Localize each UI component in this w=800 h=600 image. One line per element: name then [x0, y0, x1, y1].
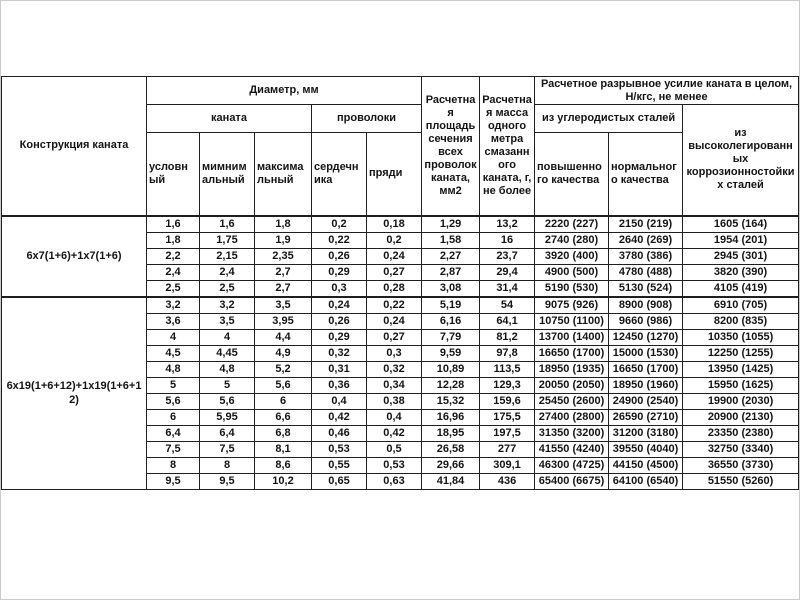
header-carbon-steel: из углеродистых сталей [535, 105, 683, 133]
table-cell: 1,9 [255, 232, 312, 248]
table-cell: 5,6 [200, 393, 255, 409]
table-cell: 5190 (530) [535, 280, 609, 297]
table-cell: 81,2 [480, 329, 535, 345]
table-cell: 29,66 [422, 457, 480, 473]
table-cell: 4780 (488) [609, 264, 683, 280]
table-cell: 3,95 [255, 313, 312, 329]
table-cell: 2,2 [147, 248, 200, 264]
table-cell: 1,29 [422, 216, 480, 233]
table-cell: 129,3 [480, 377, 535, 393]
table-cell: 277 [480, 441, 535, 457]
table-cell: 44150 (4500) [609, 457, 683, 473]
table-cell: 3820 (390) [683, 264, 799, 280]
header-construction: Конструкция каната [2, 77, 147, 216]
table-cell: 4 [147, 329, 200, 345]
table-cell: 4900 (500) [535, 264, 609, 280]
table-cell: 7,5 [200, 441, 255, 457]
table-cell: 2,4 [200, 264, 255, 280]
table-cell: 4,8 [147, 361, 200, 377]
table-cell: 64100 (6540) [609, 473, 683, 489]
table-cell: 2,27 [422, 248, 480, 264]
table-cell: 18,95 [422, 425, 480, 441]
header-area: Расчетная площадь сечения всех проволок каната, мм2 [422, 77, 480, 216]
table-cell: 4,45 [200, 345, 255, 361]
table-cell: 436 [480, 473, 535, 489]
table-cell: 113,5 [480, 361, 535, 377]
table-cell: 0,46 [312, 425, 367, 441]
table-cell: 1954 (201) [683, 232, 799, 248]
table-cell: 8,6 [255, 457, 312, 473]
table-cell: 0,26 [312, 313, 367, 329]
table-cell: 13,2 [480, 216, 535, 233]
table-cell: 9,5 [200, 473, 255, 489]
table-cell: 16650 (1700) [609, 361, 683, 377]
table-cell: 6 [147, 409, 200, 425]
table-cell: 9,5 [147, 473, 200, 489]
table-cell: 26590 (2710) [609, 409, 683, 425]
table-cell: 0,53 [312, 441, 367, 457]
table-cell: 36550 (3730) [683, 457, 799, 473]
table-cell: 0,32 [312, 345, 367, 361]
table-cell: 2,5 [147, 280, 200, 297]
table-cell: 3920 (400) [535, 248, 609, 264]
table-cell: 6 [255, 393, 312, 409]
table-cell: 0,2 [312, 216, 367, 233]
table-cell: 8 [200, 457, 255, 473]
table-cell: 16,96 [422, 409, 480, 425]
header-nominal: условный [147, 133, 200, 216]
table-cell: 0,65 [312, 473, 367, 489]
table-cell: 25450 (2600) [535, 393, 609, 409]
table-cell: 5,6 [147, 393, 200, 409]
table-cell: 7,5 [147, 441, 200, 457]
table-cell: 20050 (2050) [535, 377, 609, 393]
table-cell: 0,22 [367, 297, 422, 314]
header-core: сердечника [312, 133, 367, 216]
table-cell: 6,6 [255, 409, 312, 425]
table-cell: 18950 (1935) [535, 361, 609, 377]
table-cell: 51550 (5260) [683, 473, 799, 489]
table-cell: 12250 (1255) [683, 345, 799, 361]
table-row [2, 297, 799, 314]
table-cell: 3,5 [255, 297, 312, 314]
table-cell: 2945 (301) [683, 248, 799, 264]
table-cell: 0,24 [367, 313, 422, 329]
table-cell: 4,5 [147, 345, 200, 361]
table-cell: 0,27 [367, 264, 422, 280]
table-cell: 12,28 [422, 377, 480, 393]
table-cell: 2,87 [422, 264, 480, 280]
table-cell: 19900 (2030) [683, 393, 799, 409]
header-minimal: мимнимальный [200, 133, 255, 216]
table-cell: 6,4 [200, 425, 255, 441]
table-cell: 0,32 [367, 361, 422, 377]
table-cell: 10350 (1055) [683, 329, 799, 345]
table-cell: 23,7 [480, 248, 535, 264]
table-cell: 1,8 [255, 216, 312, 233]
table-cell: 3,2 [147, 297, 200, 314]
table-cell: 97,8 [480, 345, 535, 361]
table-cell: 1,58 [422, 232, 480, 248]
table-cell: 7,79 [422, 329, 480, 345]
header-maximal: максимальный [255, 133, 312, 216]
table-cell: 5130 (524) [609, 280, 683, 297]
table-cell: 31350 (3200) [535, 425, 609, 441]
header-wire: проволоки [312, 105, 422, 133]
table-cell: 0,55 [312, 457, 367, 473]
table-cell: 41550 (4240) [535, 441, 609, 457]
table-cell: 27400 (2800) [535, 409, 609, 425]
header-premium-quality: повышенного качества [535, 133, 609, 216]
table-cell: 65400 (6675) [535, 473, 609, 489]
table-cell: 31,4 [480, 280, 535, 297]
table-cell: 0,38 [367, 393, 422, 409]
table-cell: 0,3 [312, 280, 367, 297]
table-cell: 2,35 [255, 248, 312, 264]
table-cell: 197,5 [480, 425, 535, 441]
table-cell: 10750 (1100) [535, 313, 609, 329]
table-cell: 8900 (908) [609, 297, 683, 314]
table-cell: 2,5 [200, 280, 255, 297]
table-cell: 2,15 [200, 248, 255, 264]
table-cell: 31200 (3180) [609, 425, 683, 441]
table-cell: 8,1 [255, 441, 312, 457]
table-cell: 0,22 [312, 232, 367, 248]
table-cell: 39550 (4040) [609, 441, 683, 457]
table-cell: 8200 (835) [683, 313, 799, 329]
rope-construction-label: 6x7(1+6)+1x7(1+6) [2, 216, 147, 297]
table-cell: 4105 (419) [683, 280, 799, 297]
table-cell: 18950 (1960) [609, 377, 683, 393]
table-cell: 13950 (1425) [683, 361, 799, 377]
table-cell: 15950 (1625) [683, 377, 799, 393]
header-normal-quality: нормального качества [609, 133, 683, 216]
table-cell: 0,27 [367, 329, 422, 345]
table-cell: 23350 (2380) [683, 425, 799, 441]
table-cell: 1,75 [200, 232, 255, 248]
table-header [2, 77, 799, 216]
rope-spec-table [1, 76, 799, 490]
table-cell: 2740 (280) [535, 232, 609, 248]
table-cell: 20900 (2130) [683, 409, 799, 425]
table-cell: 3,6 [147, 313, 200, 329]
table-cell: 0,36 [312, 377, 367, 393]
table-cell: 54 [480, 297, 535, 314]
table-cell: 0,63 [367, 473, 422, 489]
table-cell: 5,6 [255, 377, 312, 393]
table-cell: 12450 (1270) [609, 329, 683, 345]
table-cell: 6,8 [255, 425, 312, 441]
table-cell: 0,2 [367, 232, 422, 248]
table-cell: 0,3 [367, 345, 422, 361]
table-cell: 5,19 [422, 297, 480, 314]
table-cell: 6,4 [147, 425, 200, 441]
table-cell: 175,5 [480, 409, 535, 425]
table-cell: 26,58 [422, 441, 480, 457]
table-cell: 0,26 [312, 248, 367, 264]
table-cell: 6910 (705) [683, 297, 799, 314]
table-cell: 0,18 [367, 216, 422, 233]
table-cell: 1,8 [147, 232, 200, 248]
table-cell: 2640 (269) [609, 232, 683, 248]
table-cell: 4,8 [200, 361, 255, 377]
header-breaking-force: Расчетное разрывное усилие каната в целом, Н/кгс, не менее [535, 77, 799, 105]
table-cell: 46300 (4725) [535, 457, 609, 473]
table-cell: 5,2 [255, 361, 312, 377]
table-cell: 0,34 [367, 377, 422, 393]
table-cell: 5 [147, 377, 200, 393]
table-cell: 3,08 [422, 280, 480, 297]
table-cell: 0,4 [367, 409, 422, 425]
table-cell: 0,42 [312, 409, 367, 425]
table-cell: 15000 (1530) [609, 345, 683, 361]
table-cell: 9075 (926) [535, 297, 609, 314]
table-cell: 16650 (1700) [535, 345, 609, 361]
table-cell: 2,7 [255, 280, 312, 297]
table-cell: 6,16 [422, 313, 480, 329]
table-cell: 1,6 [200, 216, 255, 233]
table-cell: 2,4 [147, 264, 200, 280]
table-cell: 0,5 [367, 441, 422, 457]
table-cell: 0,29 [312, 329, 367, 345]
table-cell: 0,28 [367, 280, 422, 297]
table-cell: 64,1 [480, 313, 535, 329]
table-cell: 13700 (1400) [535, 329, 609, 345]
header-strand: пряди [367, 133, 422, 216]
rope-construction-label: 6x19(1+6+12)+1x19(1+6+12) [2, 297, 147, 490]
table-cell: 0,29 [312, 264, 367, 280]
table-cell: 41,84 [422, 473, 480, 489]
table-cell: 10,2 [255, 473, 312, 489]
header-mass: Расчетная масса одного метра смазанного каната, г, не более [480, 77, 535, 216]
table-cell: 4,4 [255, 329, 312, 345]
table-cell: 32750 (3340) [683, 441, 799, 457]
table-cell: 1,6 [147, 216, 200, 233]
table-cell: 2150 (219) [609, 216, 683, 233]
table-row [2, 216, 799, 233]
table-cell: 3,2 [200, 297, 255, 314]
table-cell: 0,24 [367, 248, 422, 264]
table-cell: 16 [480, 232, 535, 248]
table-cell: 15,32 [422, 393, 480, 409]
table-cell: 5,95 [200, 409, 255, 425]
table-cell: 0,31 [312, 361, 367, 377]
table-cell: 4,9 [255, 345, 312, 361]
header-diameter: Диаметр, мм [147, 77, 422, 105]
header-alloy-steel: из высоколегированных коррозионностойких сталей [683, 105, 799, 216]
table-cell: 0,24 [312, 297, 367, 314]
table-cell: 24900 (2540) [609, 393, 683, 409]
table-body [2, 216, 799, 490]
table-cell: 0,53 [367, 457, 422, 473]
table-cell: 10,89 [422, 361, 480, 377]
table-cell: 309,1 [480, 457, 535, 473]
table-cell: 0,4 [312, 393, 367, 409]
table-cell: 9660 (986) [609, 313, 683, 329]
table-cell: 3780 (386) [609, 248, 683, 264]
table-cell: 5 [200, 377, 255, 393]
table-cell: 3,5 [200, 313, 255, 329]
table-cell: 4 [200, 329, 255, 345]
header-rope: каната [147, 105, 312, 133]
table-cell: 0,42 [367, 425, 422, 441]
table-cell: 1605 (164) [683, 216, 799, 233]
table-cell: 159,6 [480, 393, 535, 409]
table-cell: 29,4 [480, 264, 535, 280]
table-cell: 2220 (227) [535, 216, 609, 233]
table-cell: 9,59 [422, 345, 480, 361]
table-cell: 2,7 [255, 264, 312, 280]
table-cell: 8 [147, 457, 200, 473]
